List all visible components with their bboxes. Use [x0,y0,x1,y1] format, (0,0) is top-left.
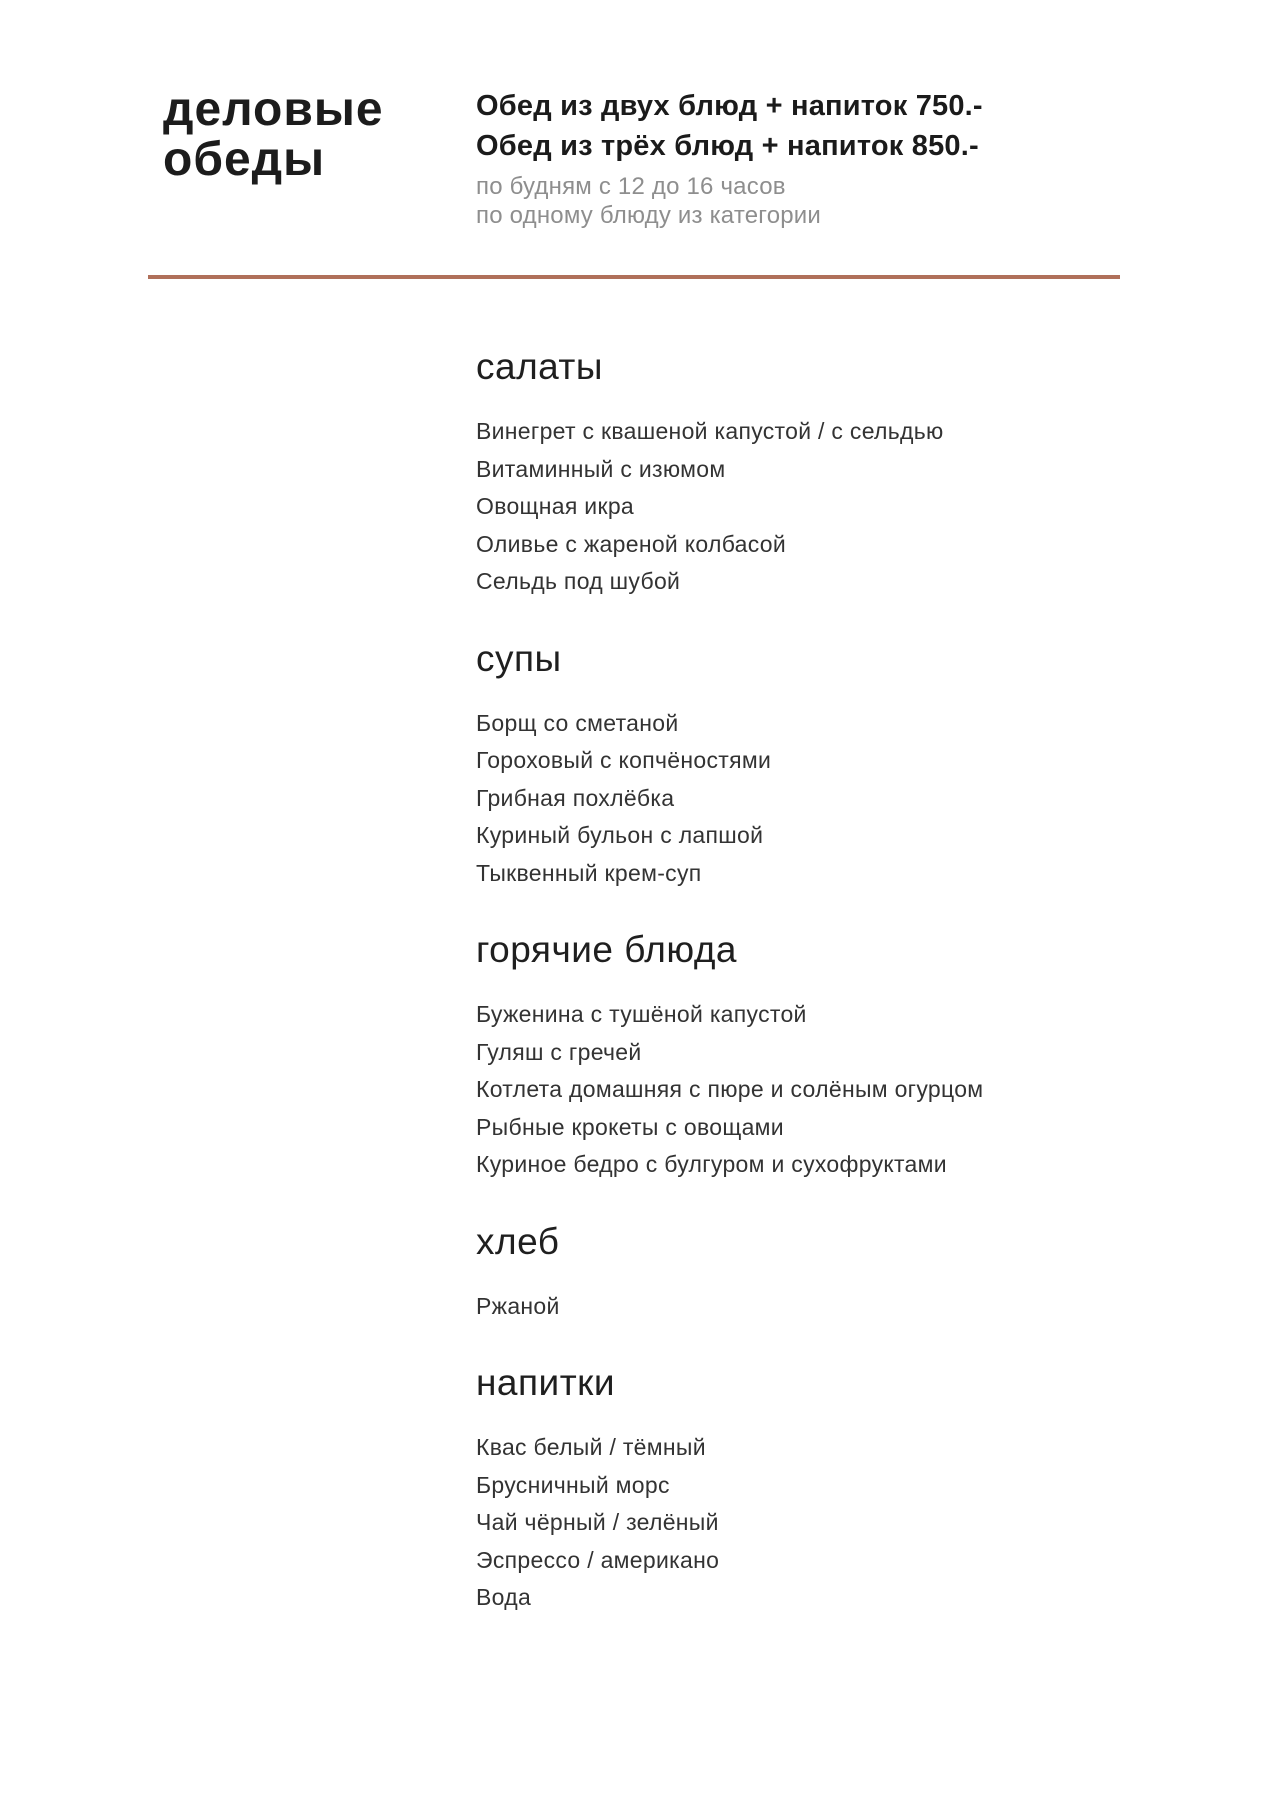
menu-item: Квас белый / тёмный [476,1434,706,1460]
menu-item: Гороховый с копчёностями [476,747,772,773]
accent-divider [148,275,1120,279]
menu-item: Ржаной [476,1292,560,1319]
menu-item: Эспрессо / американо [476,1546,720,1573]
note-rule: по одному блюду из категории [476,202,822,229]
menu-title-line2: обеды [163,133,326,186]
menu-title-line1: деловые [163,83,384,136]
menu-item: Сельдь под шубой [476,568,681,594]
menu-item: Куриное бедро с булгуром и сухофруктами [476,1151,947,1177]
menu-item: Оливье с жареной колбасой [476,530,787,557]
menu-item: Овощная икра [476,493,634,519]
section-hot-dishes [476,928,1176,1184]
menu-item: Витаминный с изюмом [476,455,726,482]
menu-item: Тыквенный крем-суп [476,859,702,886]
menu-item: Рыбные крокеты с овощами [476,1113,784,1140]
offer-notes [476,172,1116,230]
note-schedule: по будням с 12 до 16 часов [476,173,786,200]
menu-item: Винегрет с квашеной капустой / с сельдью [476,418,944,444]
offer-three-courses: Обед из трёх блюд + напиток 850.- [476,130,979,162]
menu-item: Борщ со сметаной [476,709,679,736]
menu-item: Грибная похлёбка [476,784,675,811]
section-drinks [476,1361,1176,1617]
section-title-soups: супы [476,637,562,679]
menu-item: Куриный бульон с лапшой [476,822,764,848]
section-title-salads: салаты [476,346,603,387]
menu-item: Буженина с тушёной капустой [476,1001,807,1027]
menu-item: Котлета домашняя с пюре и солёным огурцом [476,1076,984,1102]
section-salads [476,345,1176,601]
section-title-hot-dishes: горячие блюда [476,929,737,970]
section-title-bread: хлеб [476,1220,560,1262]
section-bread [476,1220,1176,1326]
menu-item: Чай чёрный / зелёный [476,1509,719,1535]
menu-title [163,85,384,185]
section-soups [476,637,1176,893]
menu-item: Вода [476,1584,532,1610]
menu-item: Брусничный морс [476,1471,670,1498]
menu-sections [476,345,1176,1653]
offer-two-courses: Обед из двух блюд + напиток 750.- [476,90,983,122]
section-title-drinks: напитки [476,1362,616,1403]
menu-item: Гуляш с гречей [476,1038,642,1065]
offer-block [476,86,1116,230]
